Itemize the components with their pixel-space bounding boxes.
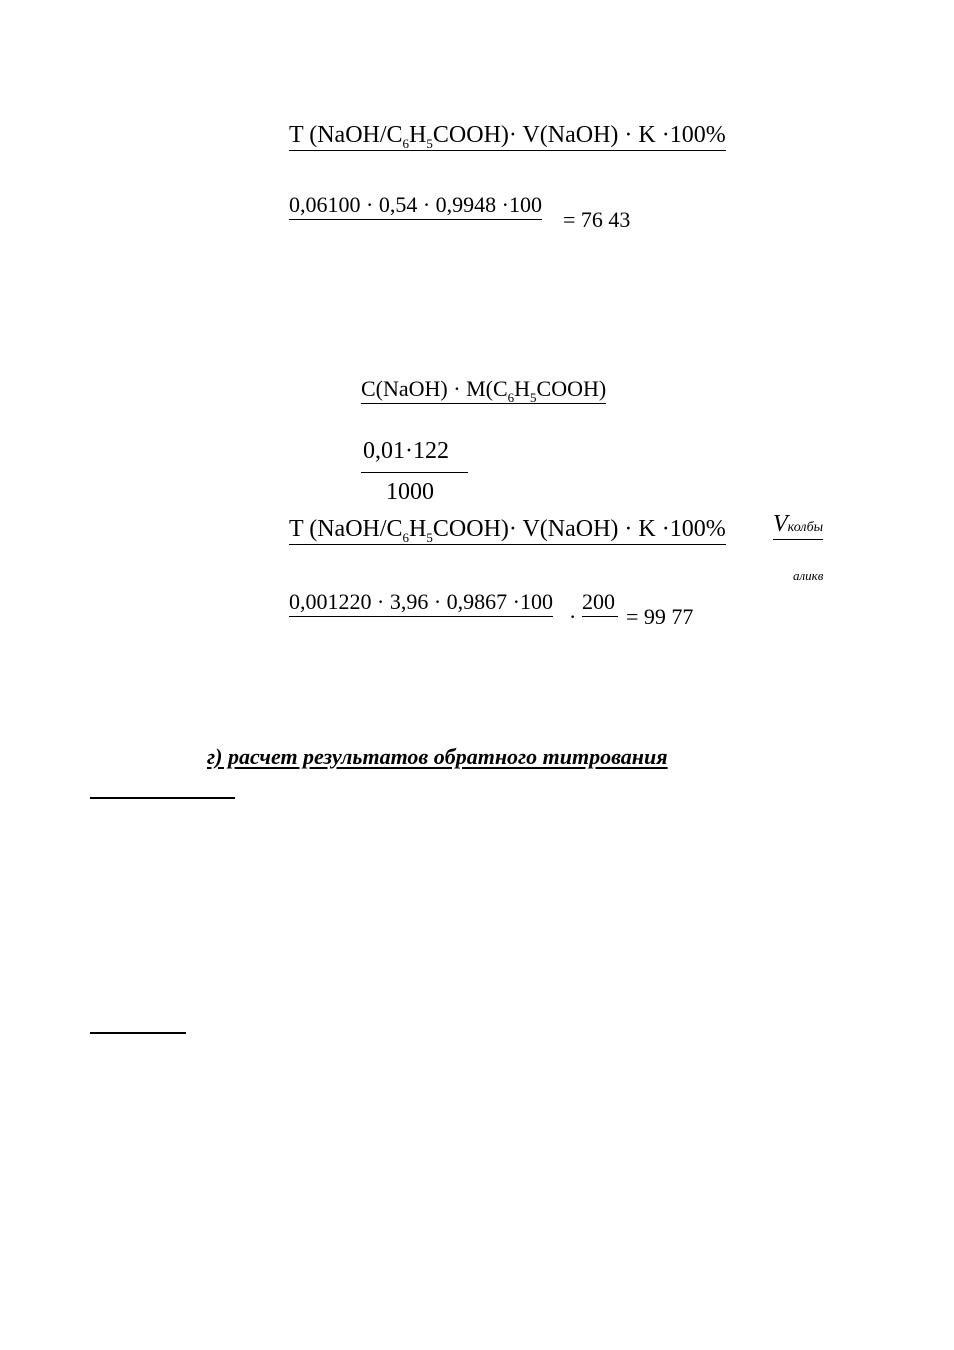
flask-volume-subscript: колбы bbox=[787, 520, 824, 535]
titer-calc-numerator: 0,01·122 bbox=[363, 438, 449, 464]
titer-text-c: COOH) bbox=[536, 376, 607, 401]
calc-2-result: = 99 77 bbox=[626, 604, 694, 629]
titer-formula bbox=[361, 376, 606, 404]
formula-2-text-a: T (NaOH/C bbox=[289, 516, 403, 542]
titer-calc-fraction-line bbox=[361, 472, 468, 473]
calc-2-dot: · bbox=[569, 604, 577, 629]
titer-text-b: H bbox=[514, 376, 531, 401]
formula-2-sub-a: 6 bbox=[402, 530, 410, 545]
titer-calc-denominator: 1000 bbox=[386, 479, 434, 505]
calc-2-expression: 0,001220 · 3,96 · 0,9867 ·100 bbox=[289, 589, 553, 617]
flask-volume bbox=[773, 511, 823, 540]
calc-1-expression: 0,06100 · 0,54 · 0,9948 ·100 bbox=[289, 192, 542, 220]
formula-2-numerator bbox=[289, 516, 726, 545]
formula-1-text-b: H bbox=[409, 122, 427, 148]
formula-1-sub-b: 5 bbox=[426, 136, 433, 151]
underline-rule-2 bbox=[90, 1032, 186, 1034]
titer-sub-b: 5 bbox=[530, 390, 537, 405]
titer-text-a: C(NaOH) · M(C bbox=[361, 376, 508, 401]
aliquot-label: аликв bbox=[793, 568, 824, 583]
flask-volume-symbol: V bbox=[773, 511, 788, 537]
underline-rule-1 bbox=[90, 797, 235, 799]
formula-1-numerator bbox=[289, 122, 726, 151]
formula-2-sub-b: 5 bbox=[426, 530, 433, 545]
formula-1-text-a: T (NaOH/C bbox=[289, 122, 403, 148]
section-heading: г) расчет результатов обратного титрования bbox=[207, 744, 668, 769]
formula-1-sub-a: 6 bbox=[402, 136, 410, 151]
formula-2-text-c: COOH)· V(NaOH) · K ·100% bbox=[432, 516, 726, 542]
calc-1-result: = 76 43 bbox=[563, 207, 631, 232]
formula-2-text-b: H bbox=[409, 516, 427, 542]
formula-1-text-c: COOH)· V(NaOH) · K ·100% bbox=[432, 122, 726, 148]
titer-sub-a: 6 bbox=[507, 390, 515, 405]
calc-2-ratio-numerator: 200 bbox=[582, 589, 618, 617]
